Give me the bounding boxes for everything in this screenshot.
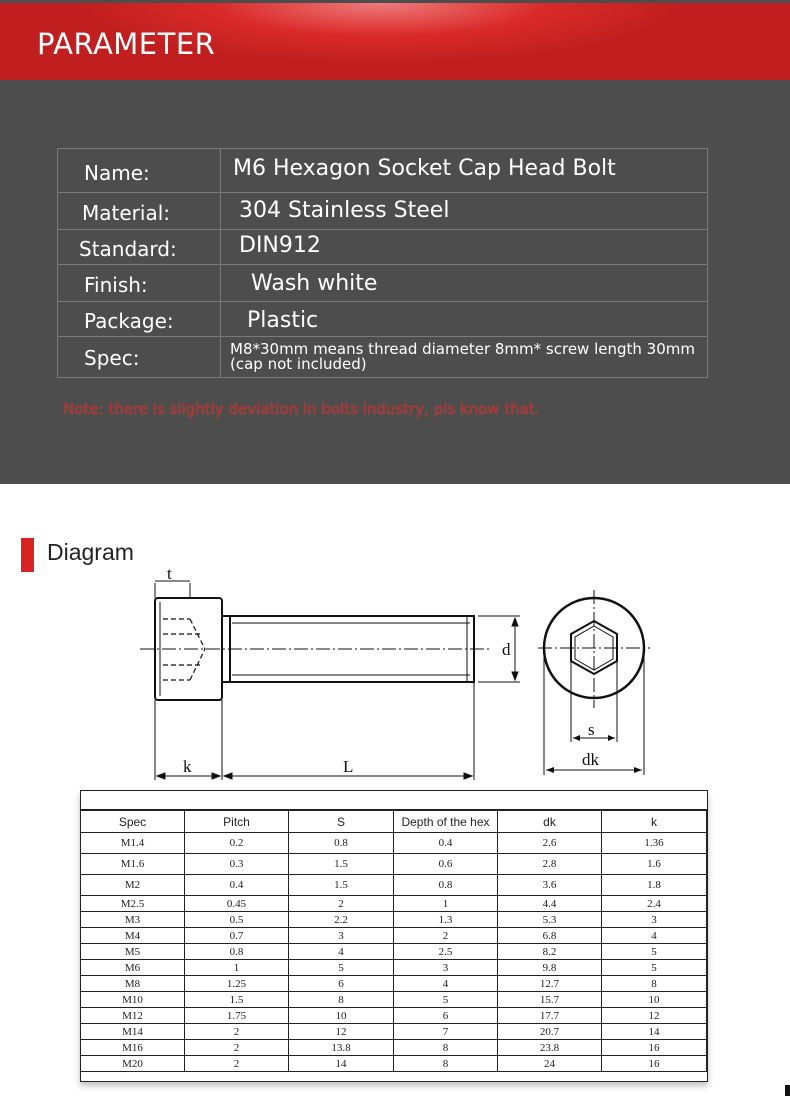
spec-label: Name:	[84, 161, 150, 185]
table-cell: 2.8	[498, 854, 602, 875]
table-row	[81, 960, 707, 976]
label-d: d	[502, 640, 511, 659]
spec-value: Wash white	[251, 271, 378, 296]
table-row	[81, 944, 707, 960]
table-cell: M1.4	[81, 833, 185, 854]
table-cell: M8	[81, 976, 185, 992]
spec-row-material	[58, 193, 707, 230]
table-cell: M2	[81, 875, 185, 896]
table-cell: 2	[185, 1056, 289, 1072]
table-cell: 7	[394, 1024, 498, 1040]
table-cell: 4	[602, 928, 707, 944]
table-cell: 0.4	[185, 875, 289, 896]
table-cell: 1	[185, 960, 289, 976]
deviation-note: Note: there is slightly deviation in bolts industry, pls know that.	[63, 400, 540, 418]
table-cell: 9.8	[498, 960, 602, 976]
spec-label: Finish:	[84, 273, 148, 297]
table-cell: 2	[394, 928, 498, 944]
table-cell: 16	[602, 1056, 707, 1072]
table-cell: 1.5	[185, 992, 289, 1008]
table-cell: M10	[81, 992, 185, 1008]
spec-row-name	[58, 149, 707, 193]
table-row	[81, 1024, 707, 1040]
table-cell: 0.4	[394, 833, 498, 854]
table-cell: 20.7	[498, 1024, 602, 1040]
table-row	[81, 912, 707, 928]
table-cell: 23.8	[498, 1040, 602, 1056]
table-cell: 0.3	[185, 854, 289, 875]
table-cell: 12	[289, 1024, 394, 1040]
spec-value: DIN912	[239, 233, 321, 258]
spec-value-line2: (cap not included)	[230, 355, 367, 373]
spec-value: M6 Hexagon Socket Cap Head Bolt	[233, 156, 616, 181]
table-cell: M3	[81, 912, 185, 928]
table-row	[81, 1056, 707, 1072]
label-dk: dk	[582, 750, 599, 769]
table-cell: 1.36	[602, 833, 707, 854]
table-cell: 0.45	[185, 896, 289, 912]
table-cell: 1.25	[185, 976, 289, 992]
spec-label: Package:	[84, 309, 174, 333]
table-row	[81, 833, 707, 854]
table-cell: M1.6	[81, 854, 185, 875]
table-row	[81, 854, 707, 875]
table-row	[81, 896, 707, 912]
spec-row-standard	[58, 230, 707, 265]
table-cell: 1.8	[602, 875, 707, 896]
spec-value: 304 Stainless Steel	[239, 198, 450, 223]
table-cell: 4	[289, 944, 394, 960]
table-cell: 0.8	[394, 875, 498, 896]
table-cell: 5	[394, 992, 498, 1008]
spec-value-line1: M8*30mm means thread diameter 8mm* screw length 30mm	[230, 340, 695, 358]
table-cell: 16	[602, 1040, 707, 1056]
table-cell: 0.2	[185, 833, 289, 854]
table-cell: 8	[394, 1056, 498, 1072]
label-k: k	[183, 757, 192, 776]
spec-value: Plastic	[247, 308, 319, 333]
label-s: s	[588, 720, 595, 739]
table-cell: 3.6	[498, 875, 602, 896]
table-cell: M20	[81, 1056, 185, 1072]
spec-row-package	[58, 302, 707, 337]
table-cell: 5.3	[498, 912, 602, 928]
spec-row-finish	[58, 265, 707, 302]
parameter-title: PARAMETER	[37, 27, 216, 61]
table-cell: 1.5	[289, 854, 394, 875]
table-row	[81, 1008, 707, 1024]
table-cell: M5	[81, 944, 185, 960]
spec-row-spec	[58, 337, 707, 377]
table-cell: 3	[602, 912, 707, 928]
table-row	[81, 1040, 707, 1056]
table-header: Pitch	[185, 811, 289, 833]
label-t: t	[167, 564, 172, 583]
table-header: Spec	[81, 811, 185, 833]
table-row	[81, 992, 707, 1008]
table-cell: 5	[289, 960, 394, 976]
table-cell: 15.7	[498, 992, 602, 1008]
table-cell: 1.3	[394, 912, 498, 928]
table-header: k	[602, 811, 707, 833]
corner-mark	[785, 1085, 790, 1096]
table-cell: 8	[602, 976, 707, 992]
table-cell: 14	[289, 1056, 394, 1072]
table-cell: M6	[81, 960, 185, 976]
table-cell: 1.5	[289, 875, 394, 896]
table-cell: 6.8	[498, 928, 602, 944]
table-top-band	[81, 791, 707, 810]
table-header: Depth of the hex	[394, 811, 498, 833]
table-cell: M16	[81, 1040, 185, 1056]
table-cell: 0.5	[185, 912, 289, 928]
table-cell: 2.2	[289, 912, 394, 928]
table-cell: M4	[81, 928, 185, 944]
table-cell: M12	[81, 1008, 185, 1024]
table-cell: 2.5	[394, 944, 498, 960]
table-cell: 1.75	[185, 1008, 289, 1024]
table-cell: 2	[289, 896, 394, 912]
table-cell: 24	[498, 1056, 602, 1072]
spec-label: Standard:	[79, 237, 177, 261]
table-cell: 2.4	[602, 896, 707, 912]
table-row	[81, 976, 707, 992]
table-cell: 1.6	[602, 854, 707, 875]
parameter-panel	[0, 0, 790, 484]
label-L: L	[343, 757, 354, 776]
diagram-title: Diagram	[47, 539, 134, 565]
table-cell: 4	[394, 976, 498, 992]
table-cell: 3	[394, 960, 498, 976]
spec-box	[57, 148, 708, 378]
table-header: S	[289, 811, 394, 833]
table-cell: 12	[602, 1008, 707, 1024]
table-cell: 10	[602, 992, 707, 1008]
table-cell: 5	[602, 960, 707, 976]
table-cell: 6	[289, 976, 394, 992]
table-cell: 5	[602, 944, 707, 960]
spec-table	[80, 810, 707, 1072]
table-cell: 8	[394, 1040, 498, 1056]
table-cell: 8	[289, 992, 394, 1008]
table-cell: 2	[185, 1040, 289, 1056]
spec-table-wrap	[80, 790, 708, 1082]
table-cell: 0.6	[394, 854, 498, 875]
table-row	[81, 928, 707, 944]
table-row	[81, 875, 707, 896]
table-cell: 4.4	[498, 896, 602, 912]
table-cell: 8.2	[498, 944, 602, 960]
table-cell: 0.7	[185, 928, 289, 944]
table-cell: 12.7	[498, 976, 602, 992]
table-cell: 10	[289, 1008, 394, 1024]
spec-label: Material:	[82, 201, 170, 225]
table-header-row	[81, 811, 707, 833]
table-cell: 3	[289, 928, 394, 944]
table-cell: 0.8	[185, 944, 289, 960]
bolt-drawing	[0, 560, 790, 790]
table-cell: 14	[602, 1024, 707, 1040]
table-cell: 2	[185, 1024, 289, 1040]
table-header: dk	[498, 811, 602, 833]
spec-label: Spec:	[84, 346, 140, 370]
table-cell: 0.8	[289, 833, 394, 854]
parameter-header	[0, 3, 790, 80]
table-cell: 17.7	[498, 1008, 602, 1024]
table-cell: 6	[394, 1008, 498, 1024]
table-cell: 2.6	[498, 833, 602, 854]
table-cell: 1	[394, 896, 498, 912]
table-cell: M2.5	[81, 896, 185, 912]
table-cell: M14	[81, 1024, 185, 1040]
table-cell: 13.8	[289, 1040, 394, 1056]
